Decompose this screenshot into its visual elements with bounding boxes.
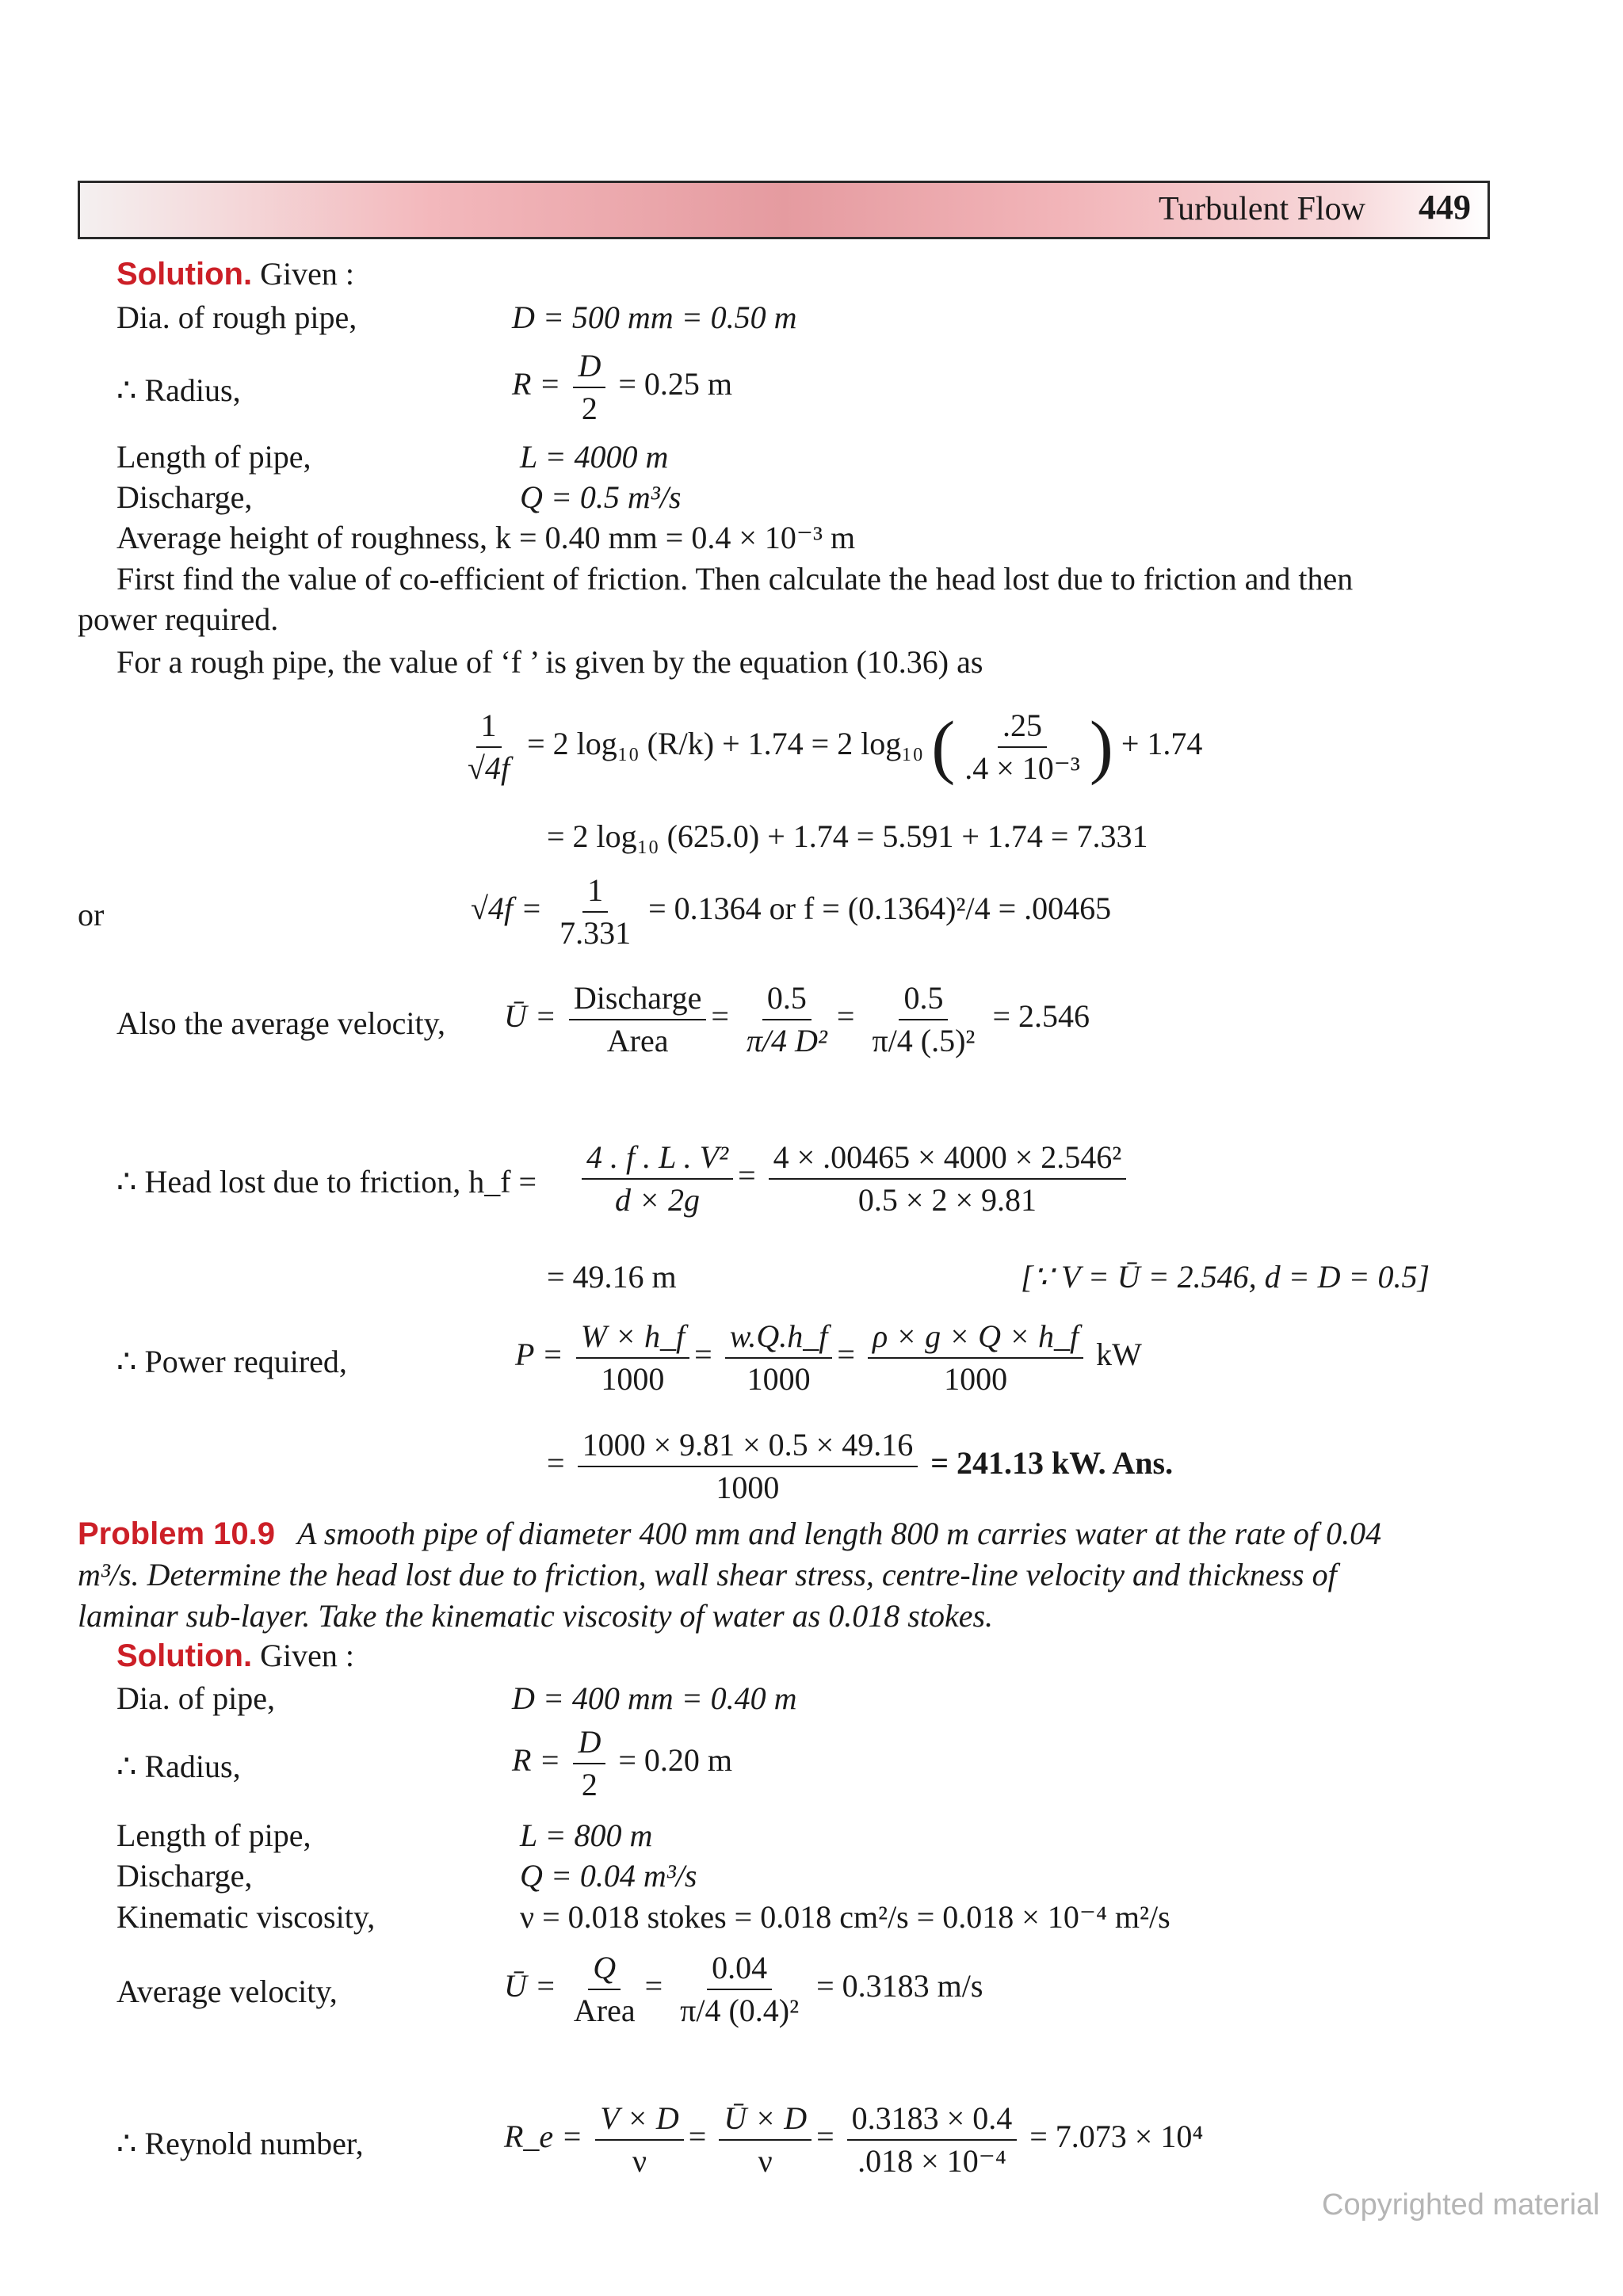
power-f1-den: 1000 — [601, 1361, 665, 1397]
paragraph-1a: First find the value of co-efficient of friction. Then calculate the head lost due to friction and then — [116, 561, 1354, 597]
head-lost-note: [∵ V = Ū = 2.546, d = D = 0.5] — [1021, 1259, 1430, 1295]
radius2-num: D — [573, 1723, 605, 1764]
dia2-label: Dia. of pipe, — [116, 1680, 275, 1716]
re-f3-den: .018 × 10⁻⁴ — [857, 2143, 1006, 2179]
vel2-f1-num: Q — [588, 1949, 621, 1990]
re-f1-den: ν — [632, 2143, 647, 2179]
vel-lhs: Ū = — [504, 998, 556, 1035]
power-calc-fraction — [578, 1426, 918, 1507]
power-equation: P = $\frac{W \times h\_f}{1000}$ = $\frac{w.Q.h\_f}{1000}$ = $\frac{\rho \times g \times Q \times h\_f}{1000}$ kW — [515, 1318, 1142, 1397]
re-frac-3 — [847, 2100, 1018, 2180]
discharge2-value: Q = 0.04 m³/s — [520, 1858, 697, 1894]
paragraph-2: For a rough pipe, the value of ‘f ’ is given by the equation (10.36) as — [116, 644, 983, 680]
eq3-fraction — [555, 871, 636, 952]
velocity2-equation: Ū = $\frac{Q}{\text{Area}}$ = $\frac{0.04}{\text{π/4 (0.4)²}}$ = 0.3183 m/s — [504, 1950, 983, 2028]
vel2-f2-den: π/4 (0.4)² — [680, 1993, 800, 2028]
re-rhs: = 7.073 × 10⁴ — [1029, 2119, 1204, 2155]
re-f3-num: 0.3183 × 0.4 — [847, 2100, 1018, 2141]
solution2-label: Solution. — [116, 1638, 253, 1673]
discharge-label: Discharge, — [116, 479, 253, 515]
re-frac-2 — [719, 2100, 812, 2180]
velocity-equation: Ū = $\frac{\text{Discharge}}{\text{Area}}$ = $\frac{0.5}{\text{π/4 D²}}$ = $\frac{0.5}{\text{π/4 (.5)²}}$ = 2.546 — [504, 980, 1090, 1058]
power-label: ∴ Power required, — [116, 1344, 347, 1379]
length2-label: Length of pipe, — [116, 1817, 311, 1853]
head-lost-equation: $\frac{\text{4 . f . L . V²}}{d \times 2g}$ = $\frac{\text{4 × .00465 × 4000 × 2.546²}}{0.5 \times 2 \times 9.81}$ — [577, 1138, 1131, 1219]
paren-right: ) — [1089, 707, 1113, 786]
re-f2-num: Ū × D — [719, 2100, 812, 2141]
eq1-fraction — [463, 707, 514, 788]
re-lhs: R_e = — [504, 2119, 583, 2155]
head-f2-num: 4 × .00465 × 4000 × 2.546² — [769, 1138, 1127, 1180]
radius2-equation — [512, 1723, 732, 1804]
reynolds-label: ∴ Reynold number, — [116, 2126, 364, 2161]
head-lost-result: = 49.16 m — [547, 1259, 677, 1295]
problem-line-a — [78, 1515, 1381, 1553]
velocity2-label: Average velocity, — [116, 1974, 338, 2009]
eq1-mid: = 2 log₁₀ (R/k) + 1.74 = 2 log₁₀ — [527, 726, 924, 762]
vel-rhs: = 2.546 — [992, 998, 1090, 1035]
eq3-num: 1 — [582, 871, 608, 913]
radius-label: ∴ Radius, — [116, 372, 241, 408]
power-f2-den: 1000 — [747, 1361, 811, 1397]
problem-text-c: laminar sub-layer. Take the kinematic viscosity of water as 0.018 stokes. — [78, 1598, 994, 1634]
eq3-den: 7.331 — [559, 915, 632, 951]
dia2-value: D = 400 mm = 0.40 m — [512, 1680, 797, 1716]
running-header-title: Turbulent Flow — [1159, 191, 1366, 227]
power-f2-num: w.Q.h_f — [725, 1318, 833, 1359]
eq1-inner-num: .25 — [998, 707, 1047, 748]
given-label: Given : — [260, 256, 354, 292]
radius2-fraction — [573, 1723, 605, 1804]
dia-label: Dia. of rough pipe, — [116, 299, 357, 335]
vel-f3-den: π/4 (.5)² — [872, 1023, 976, 1058]
vel-f2-den: π/4 D² — [746, 1023, 827, 1058]
power-lhs: P = — [515, 1337, 563, 1373]
power-f3-num: ρ × g × Q × h_f — [868, 1318, 1083, 1359]
solution-label: Solution. — [116, 257, 253, 292]
discharge-value: Q = 0.5 m³/s — [520, 479, 682, 515]
vel-frac-1 — [569, 979, 706, 1060]
power2-num: 1000 × 9.81 × 0.5 × 49.16 — [578, 1426, 918, 1467]
solution2-heading — [116, 1637, 354, 1675]
length-label: Length of pipe, — [116, 439, 311, 475]
vel2-frac-1 — [569, 1949, 640, 2030]
head-f1-num: 4 . f . L . V² — [582, 1138, 733, 1180]
paragraph-1b: power required. — [78, 601, 279, 637]
head-f2-den: 0.5 × 2 × 9.81 — [857, 1182, 1037, 1218]
vel2-f1-den: Area — [573, 1993, 636, 2028]
equation-line-2: = 2 log₁₀ (625.0) + 1.74 = 5.591 + 1.74 = 7.331 — [547, 818, 1148, 854]
given2-label: Given : — [260, 1638, 354, 1673]
dia-value: D = 500 mm = 0.50 m — [512, 299, 797, 335]
vel-frac-2 — [742, 979, 832, 1060]
power-calc: = $\frac{1000 \times 9.81 \times 0.5 \times 49.16}{1000}$ = 241.13 kW. Ans. — [547, 1427, 1174, 1505]
radius2-label: ∴ Radius, — [116, 1749, 241, 1784]
power-f3-den: 1000 — [944, 1361, 1008, 1397]
head-f1-den: d × 2g — [615, 1182, 701, 1218]
eq3-lhs: √4f = — [471, 891, 543, 927]
power-answer: = 241.13 kW. Ans. — [930, 1445, 1174, 1482]
power2-den: 1000 — [716, 1470, 780, 1505]
power-f1-num: W × h_f — [576, 1318, 689, 1359]
velocity-label: Also the average velocity, — [116, 1005, 446, 1041]
viscosity-label: Kinematic viscosity, — [116, 1899, 376, 1935]
equation-sqrt4f — [471, 871, 1111, 952]
length2-value: L = 800 m — [520, 1817, 653, 1853]
paren-left: ( — [931, 707, 956, 786]
vel2-lhs: Ū = — [504, 1968, 556, 2004]
vel-f1-den: Area — [606, 1023, 669, 1058]
radius-equation — [512, 347, 732, 428]
power-frac-2 — [725, 1318, 833, 1398]
or-label: or — [78, 897, 105, 933]
viscosity-value: ν = 0.018 stokes = 0.018 cm²/s = 0.018 × 10⁻⁴ m²/s — [520, 1899, 1170, 1935]
length-value: L = 4000 m — [520, 439, 669, 475]
head-lost-label: ∴ Head lost due to friction, h_f = — [116, 1164, 537, 1199]
re-frac-1 — [595, 2100, 684, 2180]
page-number: 449 — [1419, 188, 1471, 227]
problem-label: Problem 10.9 — [78, 1516, 276, 1551]
eq3-rhs: = 0.1364 or f = (0.1364)²/4 = .00465 — [648, 891, 1112, 927]
radius-num: D — [573, 347, 605, 388]
radius2-rhs: = 0.20 m — [618, 1742, 732, 1779]
eq1-end: + 1.74 — [1121, 726, 1203, 762]
radius2-lhs: R = — [512, 1742, 561, 1779]
copyright-watermark: Copyrighted material — [1322, 2188, 1600, 2222]
head-frac-2 — [769, 1138, 1127, 1219]
problem-text-a: A smooth pipe of diameter 400 mm and length 800 m carries water at the rate of 0.04 — [297, 1516, 1382, 1551]
eq1-inner-den: .4 × 10⁻³ — [964, 750, 1080, 786]
re-f2-den: ν — [758, 2143, 773, 2179]
vel2-rhs: = 0.3183 m/s — [816, 1968, 983, 2004]
equation-friction-coefficient — [458, 707, 1202, 788]
problem-text-b: m³/s. Determine the head lost due to friction, wall shear stress, centre-line velocity and thickness of — [78, 1557, 1337, 1592]
eq1-inner-fraction — [960, 707, 1085, 788]
vel2-frac-2 — [675, 1949, 804, 2030]
reynolds-equation: R_e = $\frac{V \times D}{\nu}$ = $\frac{Ū \times D}{\nu}$ = $\frac{0.3183 \times 0.4}{\text{.018 × 10⁻⁴}}$ = 7.073 × 10⁴ — [504, 2100, 1204, 2179]
radius-den: 2 — [581, 391, 598, 426]
roughness-line: Average height of roughness, k = 0.40 mm = 0.4 × 10⁻³ m — [116, 520, 856, 555]
radius-fraction — [573, 347, 605, 428]
power-frac-3 — [868, 1318, 1083, 1398]
vel-frac-3 — [867, 979, 980, 1060]
discharge2-label: Discharge, — [116, 1858, 253, 1894]
re-f1-num: V × D — [595, 2100, 684, 2141]
head-frac-1 — [582, 1138, 733, 1219]
solution-heading — [116, 255, 354, 293]
radius-lhs: R = — [512, 366, 561, 402]
radius2-den: 2 — [581, 1767, 598, 1802]
vel-f3-num: 0.5 — [899, 979, 948, 1020]
power-unit: kW — [1096, 1337, 1142, 1373]
radius-rhs: = 0.25 m — [618, 366, 732, 402]
vel2-f2-num: 0.04 — [707, 1949, 772, 1990]
vel-f2-num: 0.5 — [762, 979, 812, 1020]
vel-f1-num: Discharge — [569, 979, 706, 1020]
eq1-den: √4f — [468, 750, 510, 786]
power-frac-1 — [576, 1318, 689, 1398]
eq1-num: 1 — [476, 707, 502, 748]
